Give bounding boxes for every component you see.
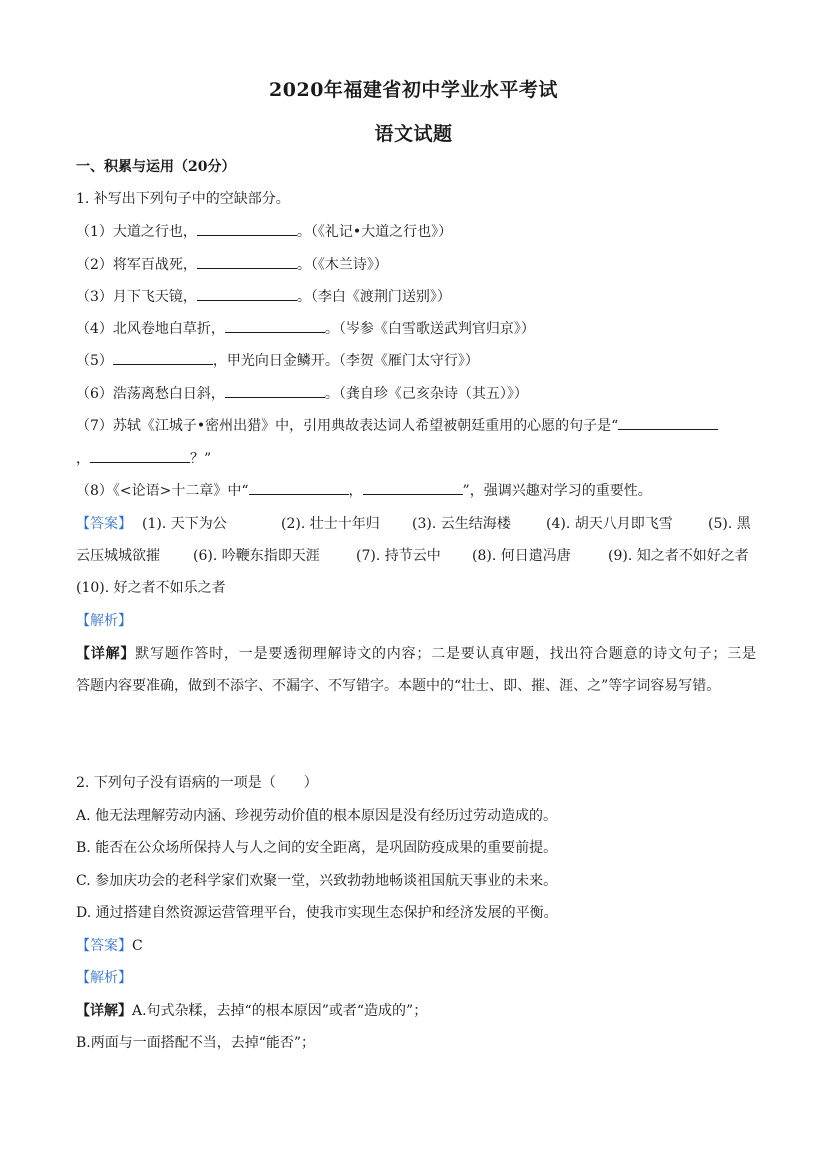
answer-item: (6). 吟鞭东指即天涯 [193,548,320,564]
q1-item-3 [76,286,756,307]
q1-item-8-suffix: ”，强调兴趣对学习的重要性。 [462,483,652,499]
question-2-stem: 2. 下列句子没有语病的一项是（ ） [76,775,318,791]
page-subtitle: 语文试题 [374,123,453,145]
q1-item-6-suffix: 。（龚自珍《己亥杂诗（其五）》） [324,386,528,402]
q1-item-4-suffix: 。（岑参《白雪歌送武判官归京》） [324,321,535,337]
fill-blank [90,448,190,463]
answer-item: (2). 壮士十年归 [281,516,380,532]
page-title: 2020年福建省初中学业水平考试 [269,79,558,101]
q1-item-5 [76,350,756,371]
detail-label: 【详解】 [76,1003,132,1019]
q1-item-5-suffix: ，甲光向日金鳞开。（李贺《雁门太守行》） [212,353,479,369]
q1-item-1-suffix: 。（《礼记•大道之行也》） [296,224,453,240]
q1-detail-line-2: 答题内容要准确，做到不添字、不漏字、不写错字。本题中的“壮士、即、摧、涯、之”等字词容易写错。 [76,678,721,694]
q1-item-4-prefix: （4）北风卷地白草折， [76,321,225,337]
fill-blank [618,415,718,430]
q1-detail-line-1 [76,644,756,664]
answer-item: (1). 天下为公 [142,516,227,532]
q1-item-7-line2 [76,448,756,469]
fill-blank [363,480,463,495]
q1-item-2-prefix: （2）将军百战死， [76,257,197,273]
q2-option-c: C. 参加庆功会的老科学家们欢聚一堂，兴致勃勃地畅谈祖国航天事业的未来。 [76,873,558,889]
analysis-label: 【解析】 [76,970,132,986]
fill-blank [225,318,325,333]
question-1-stem: 1. 补写出下列句子中的空缺部分。 [76,191,290,207]
answer-item: (3). 云生结海楼 [412,516,511,532]
q1-answer-row-3: (10). 好之者不如乐之者 [76,580,226,596]
q1-item-8 [76,480,756,501]
answer-value: C [132,938,143,954]
fill-blank [197,286,297,301]
answer-item: (7). 持节云中 [356,548,441,564]
fill-blank [113,350,213,365]
q1-item-4 [76,318,756,339]
q1-item-8-mid: ， [348,483,363,499]
fill-blank [197,254,297,269]
q1-item-7-prefix: ， [76,451,90,467]
q1-item-6 [76,383,756,404]
q1-item-3-prefix: （3）月下飞天镜， [76,289,197,305]
answer-item: (8). 何日遣冯唐 [472,548,571,564]
analysis-label: 【解析】 [76,613,132,629]
q1-item-5-prefix: （5） [76,353,113,369]
q2-answer [76,936,756,956]
fill-blank [225,383,325,398]
q2-option-b: B. 能否在公众场所保持人与人之间的安全距离，是巩固防疫成果的重要前提。 [76,840,558,856]
answer-item: (5). 黑 [708,516,751,532]
q1-item-7-line1 [76,415,756,436]
answer-item: (9). 知之者不如好之者 [608,548,749,564]
detail-label: 【详解】 [76,646,136,662]
q1-item-6-prefix: （6）浩荡离愁白日斜， [76,386,225,402]
q2-detail-b: B.两面与一面搭配不当，去掉“能否”； [76,1035,316,1051]
q1-item-1 [76,221,756,242]
q1-item-1-prefix: （1）大道之行也， [76,224,197,240]
fill-blank [197,221,297,236]
q1-item-2-suffix: 。（《木兰诗》） [296,257,388,273]
q1-item-7-text: （7）苏轼《江城子•密州出猎》中，引用典故表达词人希望被朝廷重用的心愿的句子是“ [76,418,619,434]
q1-item-7-suffix: ？” [190,451,212,467]
q2-option-d: D. 通过搭建自然资源运营管理平台，使我市实现生态保护和经济发展的平衡。 [76,905,558,921]
q2-option-a: A. 他无法理解劳动内涵、珍视劳动价值的根本原因是没有经历过劳动造成的。 [76,808,558,824]
answer-label: 【答案】 [76,938,132,954]
answer-item: 云压城城欲摧 [76,548,160,564]
q1-item-8-prefix: （8）《<论语>十二章》中“ [76,483,249,499]
answer-item: (4). 胡天八月即飞雪 [546,516,673,532]
section-heading: 一、积累与运用（20分） [76,159,236,175]
q1-item-2 [76,254,756,275]
detail-text: A.句式杂糅，去掉“的根本原因”或者“造成的”； [132,1003,428,1019]
detail-text: 默写题作答时，一是要透彻理解诗文的内容；二是要认真审题，找出符合题意的诗文句子；三是 [135,646,757,662]
fill-blank [249,480,349,495]
answer-label: 【答案】 [76,516,132,532]
q1-item-3-suffix: 。（李白《渡荆门送别》） [296,289,451,305]
q2-detail-a [76,1001,756,1021]
